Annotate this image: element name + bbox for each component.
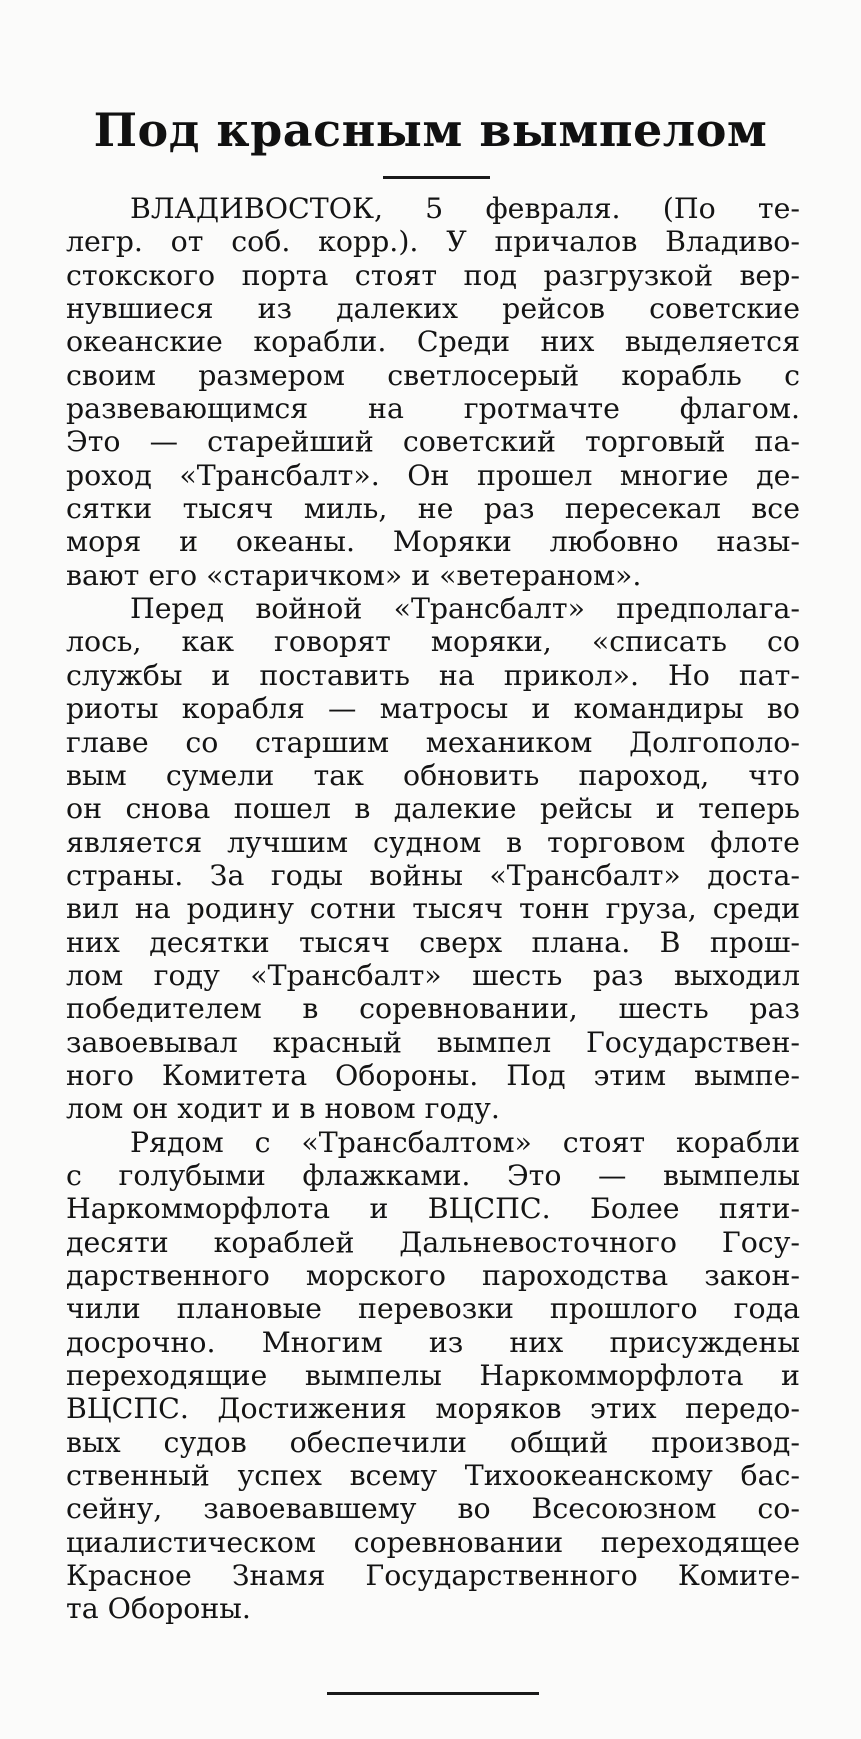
text-line: ВЦСПС. Достижения моряков этих передо- [66, 1392, 800, 1426]
article-paragraph [66, 1126, 800, 1626]
text-line: своим размером светлосерый корабль с [66, 358, 800, 392]
text-line: Красное Знамя Государственного Комите- [66, 1559, 800, 1593]
text-line: легр. от соб. корр.). У причалов Владиво- [66, 225, 800, 259]
text-line: лом году «Трансбалт» шесть раз выходил [66, 958, 800, 992]
text-line: вил на родину сотни тысяч тонн груза, среди [66, 892, 800, 926]
text-line: стокского порта стоят под разгрузкой вер- [66, 258, 800, 292]
text-line: риоты корабля — матросы и командиры во [66, 692, 800, 726]
text-line: ственный успех всему Тихоокеанскому бас- [66, 1459, 800, 1493]
text-line: та Обороны. [66, 1592, 251, 1626]
text-line: переходящие вымпелы Наркомморфлота и [66, 1359, 800, 1393]
text-line: вых судов обеспечили общий производ- [66, 1425, 800, 1459]
text-line: службы и поставить на прикол». Но пат- [66, 658, 800, 692]
text-line: нувшиеся из далеких рейсов советские [66, 292, 800, 326]
text-line: с голубыми флажками. Это — вымпелы [66, 1158, 800, 1192]
text-line: Перед войной «Трансбалт» предполага- [130, 592, 800, 626]
text-line: завоевывал красный вымпел Государствен- [66, 1025, 800, 1059]
text-line: роход «Трансбалт». Он прошел многие де- [66, 458, 800, 492]
article-headline: Под красным вымпелом [93, 103, 768, 157]
text-line: лом он ходит и в новом году. [66, 1092, 500, 1126]
text-line: он снова пошел в далекие рейсы и теперь [66, 792, 800, 826]
text-line: циалистическом соревновании переходящее [66, 1525, 800, 1559]
text-line: чили плановые перевозки прошлого года [66, 1292, 800, 1326]
text-line: десяти кораблей Дальневосточного Госу- [66, 1225, 800, 1259]
article-paragraph [66, 192, 800, 592]
text-line: сятки тысяч миль, не раз пересекал все [66, 492, 800, 526]
text-line: главе со старшим механиком Долгополо- [66, 725, 800, 759]
text-line: ВЛАДИВОСТОК, 5 февраля. (По те- [130, 192, 800, 225]
headline-divider [383, 176, 490, 179]
text-line: вым сумели так обновить пароход, что [66, 758, 800, 792]
text-line: моря и океаны. Моряки любовно назы- [66, 525, 800, 559]
text-line: Это — старейший советский торговый па- [66, 425, 800, 459]
text-line: страны. За годы войны «Трансбалт» доста- [66, 858, 800, 892]
text-line: является лучшим судном в торговом флоте [66, 825, 800, 859]
text-line: ного Комитета Обороны. Под этим вымпе- [66, 1058, 800, 1092]
text-line: Рядом с «Трансбалтом» стоят корабли [130, 1125, 800, 1159]
text-line: вают его «старичком» и «ветераном». [66, 558, 642, 592]
text-line: лось, как говорят моряки, «списать со [66, 625, 800, 659]
article-paragraph [66, 592, 800, 1126]
text-line: Наркомморфлота и ВЦСПС. Более пяти- [66, 1192, 800, 1226]
text-line: океанские корабли. Среди них выделяется [66, 325, 800, 359]
article-body [66, 192, 800, 1626]
text-line: дарственного морского пароходства закон- [66, 1259, 800, 1292]
text-line: развевающимся на гротмачте флагом. [66, 392, 800, 426]
text-line: досрочно. Многим из них присуждены [66, 1325, 800, 1359]
article-end-rule [327, 1692, 539, 1695]
text-line: победителем в соревновании, шесть раз [66, 992, 800, 1026]
text-line: сейну, завоевавшему во Всесоюзном со- [66, 1492, 800, 1526]
text-line: них десятки тысяч сверх плана. В прош- [66, 925, 800, 959]
